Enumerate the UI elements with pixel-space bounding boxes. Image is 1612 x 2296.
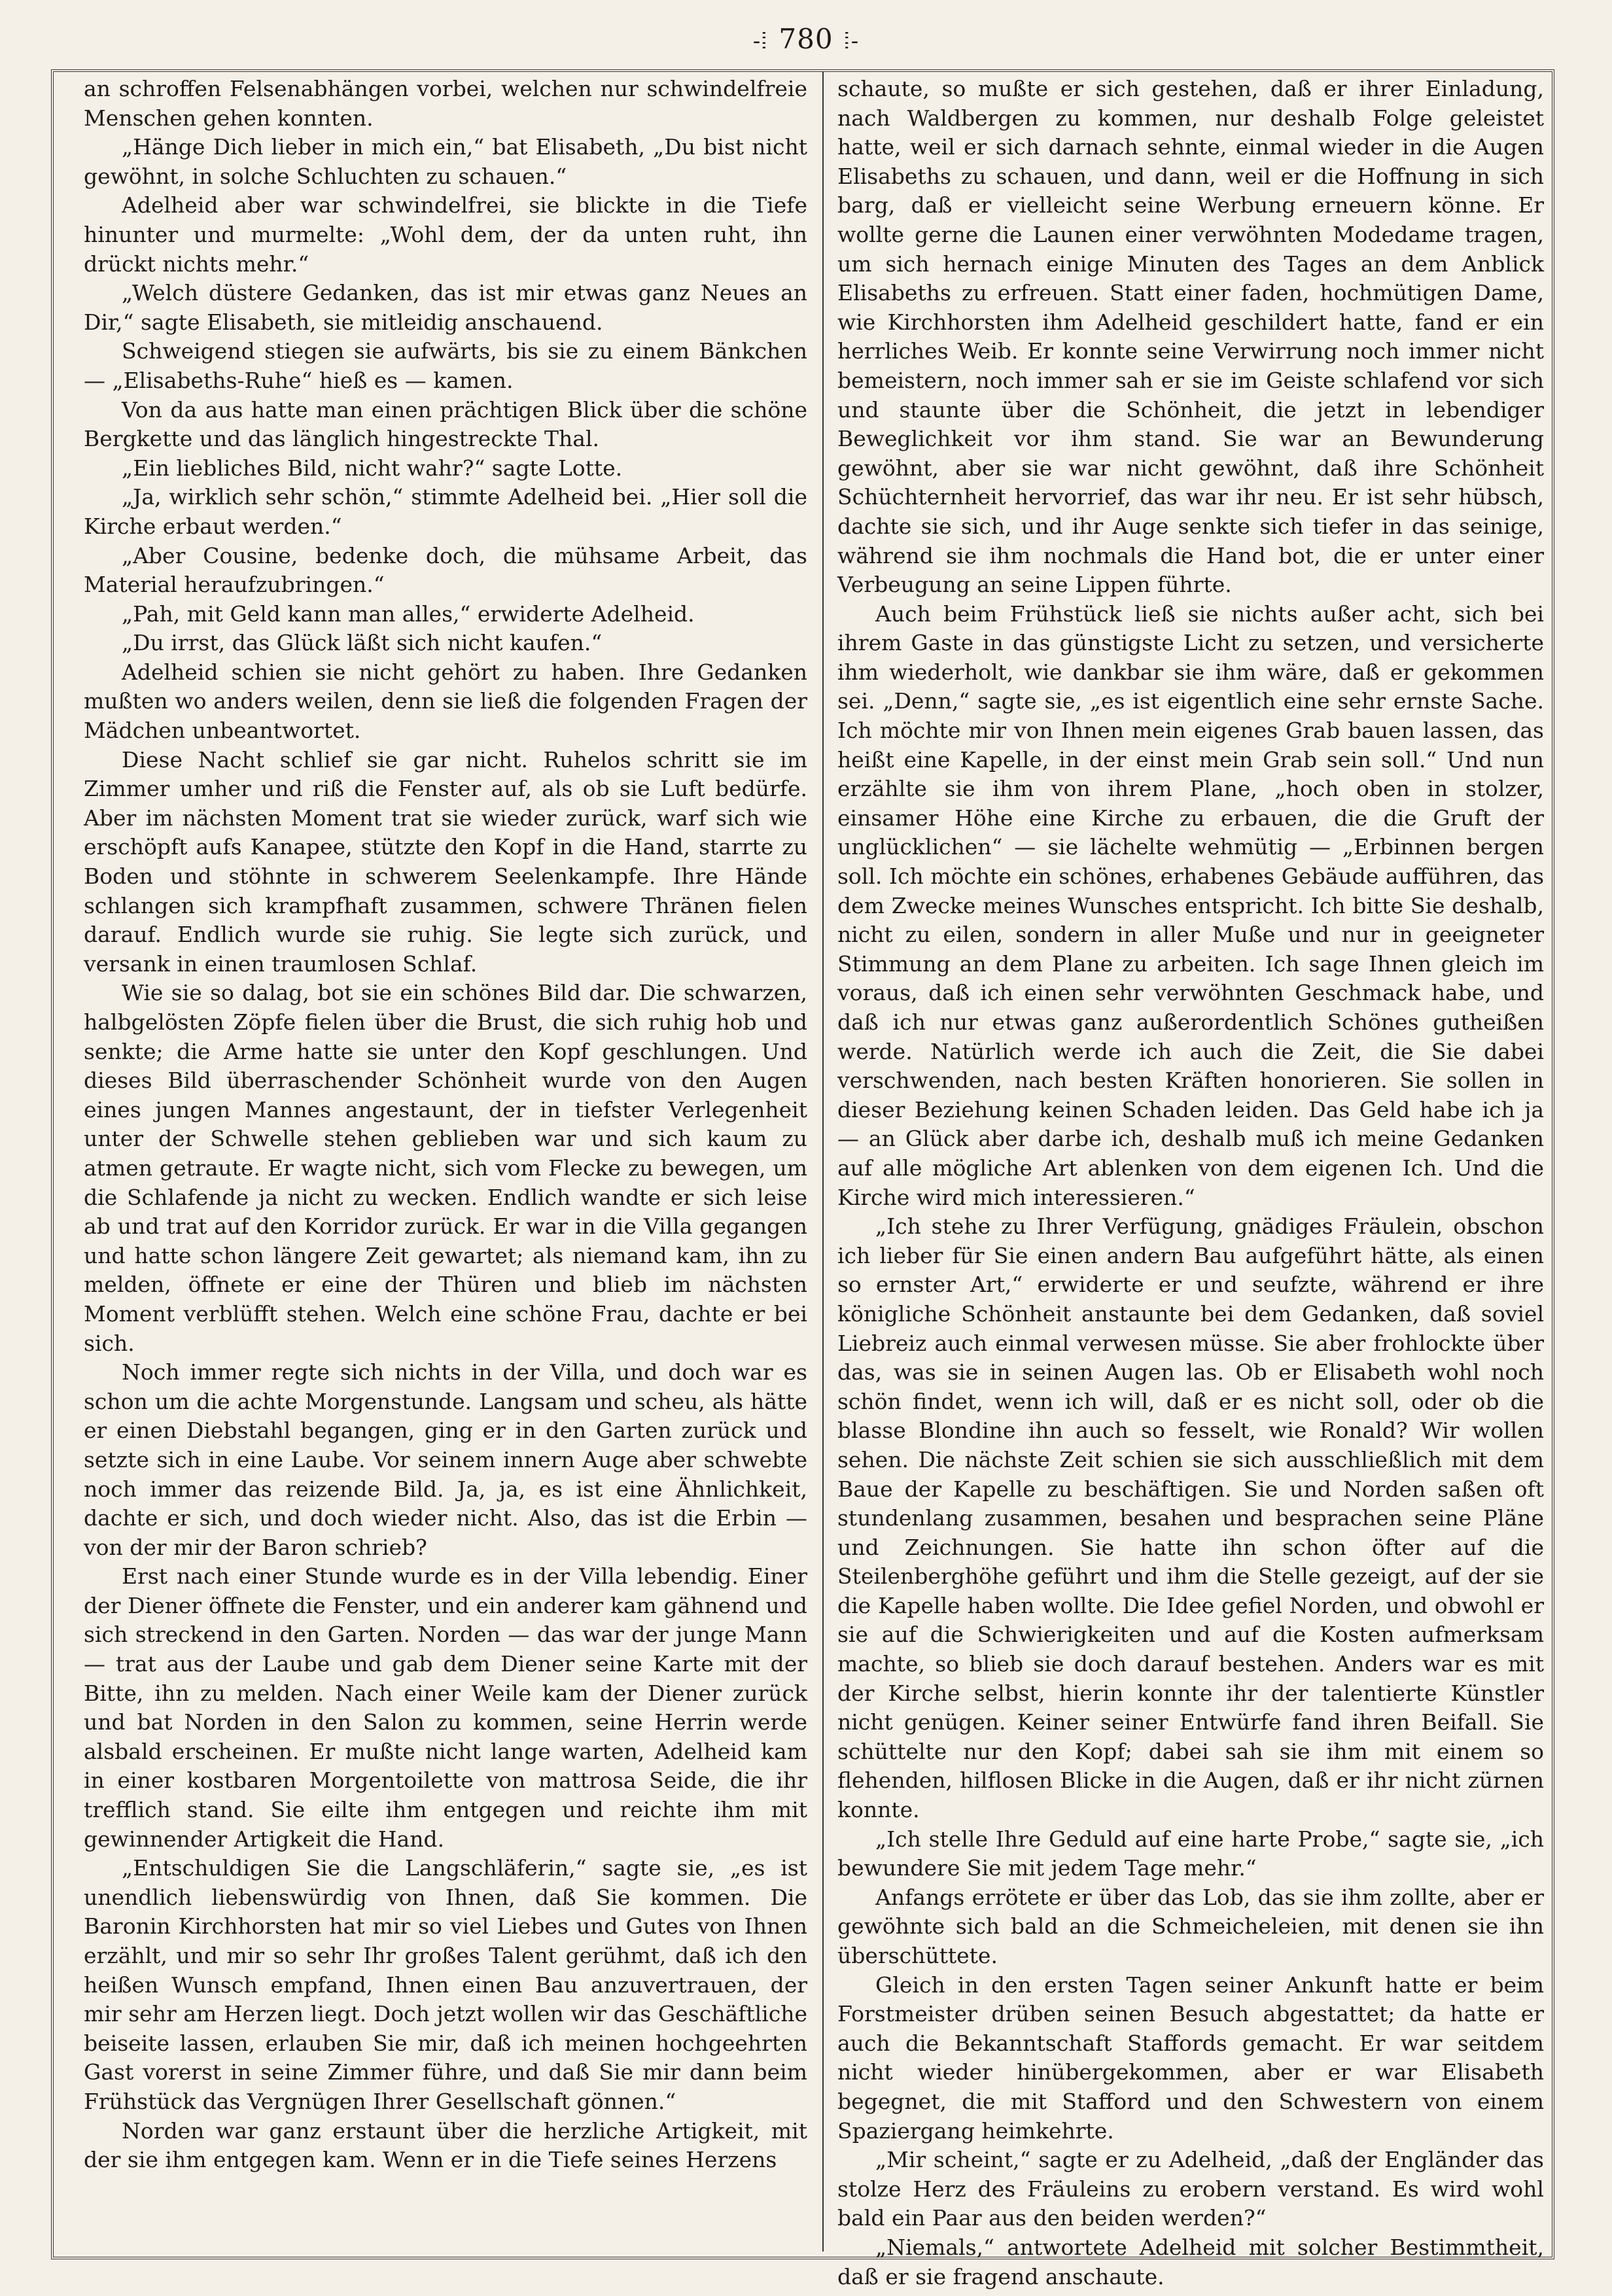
paragraph: Wie sie so dalag, bot sie ein schönes Bild dar. Die schwarzen, halbgelösten Zöpfe fielen über die Brust, die sich ruhig hob und senkte; die Arme hatte sie unter den Kopf geschlungen. Und dieses Bild überraschender Schönheit wurde von den Augen eines jungen Mannes angestaunt, der in tiefster Verlegenheit unter der Schwelle stehen geblieben war und sich kaum zu atmen getraute. Er wagte nicht, sich vom Flecke zu bewegen, um die Schlafende ja nicht zu wecken. Endlich wandte er sich leise ab und trat auf den Korridor zurück. Er war in die Villa gegangen und hatte schon längere Zeit gewartet; als niemand kam, ihn zu melden, öffnete er eine der Thüren und blieb im nächsten Moment verblüfft stehen. Welch eine schöne Frau, dachte er bei sich. (84, 980, 807, 1356)
paragraph: „Ich stelle Ihre Geduld auf eine harte Probe,“ sagte sie, „ich bewundere Sie mit jedem Tage mehr.“ (837, 1826, 1544, 1881)
paragraph: Norden war ganz erstaunt über die herzliche Artigkeit, mit der sie ihm entgegen kam. Wenn er in die Tiefe seines Herzens (84, 2117, 807, 2173)
paragraph: Auch beim Frühstück ließ sie nichts außer acht, sich bei ihrem Gaste in das günstigste Licht zu setzen, und versicherte ihm wiederholt, wie dankbar sie ihm wäre, daß er gekommen sei. „Denn,“ sagte sie, „es ist eigentlich eine sehr ernste Sache. Ich möchte mir von Ihnen mein eigenes Grab bauen lassen, das heißt eine Kapelle, in der einst mein Grab sein soll.“ Und nun erzählte sie ihm von ihrem Plane, „hoch oben in stolzer, einsamer Höhe eine Kirche zu erbauen, die die Gruft der unglücklichen“ — sie lächelte wehmütig — „Erbinnen bergen soll. Ich möchte ein schönes, erhabenes Gebäude aufführen, das dem Zwecke meines Wunsches entspricht. Ich bitte Sie deshalb, nicht zu eilen, sondern in aller Muße und nur in geeigneter Stimmung an dem Plane zu arbeiten. Ich sage Ihnen gleich im voraus, daß ich einen sehr verwöhnten Geschmack habe, und daß ich nur etwas ganz außerordentlich Schönes gutheißen werde. Natürlich werde ich auch die Zeit, die Sie dabei verschwenden, nach besten Kräften honorieren. Sie sollen in dieser Beziehung keinen Schaden leiden. Das Geld habe ich ja — an Glück aber darbe ich, deshalb muß ich meine Gedanken auf alle mögliche Art ablenken von dem eigenen Ich. Und die Kirche wird mich interessieren.“ (837, 600, 1544, 1210)
paragraph: Noch immer regte sich nichts in der Villa, und doch war es schon um die achte Morgenstunde. Langsam und scheu, als hätte er einen Diebstahl begangen, ging er in den Garten zurück und setzte sich in eine Laube. Vor seinem innern Auge aber schwebte noch immer das reizende Bild. Ja, ja, es ist eine Ähnlichkeit, dachte er sich, und doch wieder nicht. Also, das ist die Erbin — von der mir der Baron schrieb? (84, 1359, 807, 1560)
paragraph: Von da aus hatte man einen prächtigen Blick über die schöne Bergkette und das länglich hingestreckte Thal. (84, 396, 807, 452)
paragraph: „Du irrst, das Glück läßt sich nicht kaufen.“ (122, 630, 603, 656)
left-column (84, 75, 807, 2187)
page-number-header (0, 20, 1612, 61)
paragraph: schaute, so mußte er sich gestehen, daß er ihrer Einladung, nach Waldbergen zu kommen, nur deshalb Folge geleistet hatte, weil er sich darnach sehnte, einmal wieder in die Augen Elisabeths zu schauen, und dann, weil er die Hoffnung in sich barg, daß er vielleicht seine Werbung erneuern könne. Er wollte gerne die Launen einer verwöhnten Modedame tragen, um sich hernach einige Minuten des Tages an dem Anblick Elisabeths zu erfreuen. Statt einer faden, hochmütigen Dame, wie Kirchhorsten ihm Adelheid geschildert hatte, fand er ein herrliches Weib. Er konnte seine Verwirrung noch immer nicht bemeistern, noch immer sah er sie im Geiste schlafend vor sich und staunte über die Schönheit, die jetzt in lebendiger Beweglichkeit vor ihm stand. Sie war an Bewunderung gewöhnt, aber sie war nicht gewöhnt, daß ihre Schönheit Schüchternheit hervorrief, das war ihr neu. Er ist sehr hübsch, dachte sie sich, und ihr Auge senkte sich tiefer in das seinige, während sie ihm nochmals die Hand bot, die er unter einer Verbeugung an seine Lippen führte. (837, 76, 1544, 598)
paragraph: „Ja, wirklich sehr schön,“ stimmte Adelheid bei. „Hier soll die Kirche erbaut werden.“ (84, 484, 807, 539)
paragraph: „Pah, mit Geld kann man alles,“ erwiderte Adelheid. (122, 600, 695, 627)
paragraph: „Welch düstere Gedanken, das ist mir etwas ganz Neues an Dir,“ sagte Elisabeth, sie mitleidig anschauend. (84, 280, 807, 335)
paragraph: „Niemals,“ antwortete Adelheid mit solcher Bestimmtheit, daß er sie fragend anschaute. (837, 2234, 1544, 2289)
right-column (837, 75, 1544, 2289)
paragraph: Anfangs errötete er über das Lob, das sie ihm zollte, aber er gewöhnte sich bald an die Schmeicheleien, mit denen sie ihn überschüttete. (837, 1884, 1544, 1968)
paragraph: „Hänge Dich lieber in mich ein,“ bat Elisabeth, „Du bist nicht gewöhnt, in solche Schluchten zu schauen.“ (84, 134, 807, 189)
paragraph: Adelheid aber war schwindelfrei, sie blickte in die Tiefe hinunter und murmelte: „Wohl dem, der da unten ruht, ihn drückt nichts mehr.“ (84, 192, 807, 277)
paragraph: an schroffen Felsenabhängen vorbei, welchen nur schwindelfreie Menschen gehen konnten. (84, 76, 807, 131)
column-divider (822, 72, 824, 2252)
paragraph: „Aber Cousine, bedenke doch, die mühsame Arbeit, das Material heraufzubringen.“ (84, 542, 807, 598)
paragraph: „Ich stehe zu Ihrer Verfügung, gnädiges Fräulein, obschon ich lieber für Sie einen andern Bau aufgeführt hätte, als einen so ernster Art,“ erwiderte er und seufzte, während er ihre königliche Schönheit anstaunte bei dem Gedanken, daß soviel Liebreiz auch einmal verwesen müsse. Sie aber frohlockte über das, was sie in seinen Augen las. Ob er Elisabeth wohl noch schön findet, wenn ich will, daß er es nicht soll, oder ob die blasse Blondine ihn auch so fesselt, wie Ronald? Wir wollen sehen. Die nächste Zeit schien sie sich ausschließlich mit dem Baue der Kapelle zu beschäftigen. Sie und Norden saßen oft stundenlang zusammen, besahen und besprachen seine Pläne und Zeichnungen. Sie hatte ihn schon öfter auf die Steilenberghöhe geführt und ihm die Stelle gezeigt, auf der sie die Kapelle haben wollte. Die Idee gefiel Norden, und obwohl er sie auf die Schwierigkeiten und auf die Kosten aufmerksam machte, so blieb sie doch darauf bestehen. Anders war es mit der Kirche selbst, hierin konnte ihr der talentierte Künstler nicht genügen. Keiner seiner Entwürfe fand ihren Beifall. Sie schüttelte nur den Kopf; dabei sah sie ihm mit einem so flehenden, hilflosen Blicke in die Augen, daß er ihr nicht zürnen konnte. (837, 1213, 1544, 1823)
left-ornament: -ⵂ (752, 28, 769, 54)
paragraph: „Ein liebliches Bild, nicht wahr?“ sagte Lotte. (122, 455, 623, 481)
paragraph: Erst nach einer Stunde wurde es in der Villa lebendig. Einer der Diener öffnete die Fenster, und ein anderer kam gähnend und sich streckend in den Garten. Norden — das war der junge Mann — trat aus der Laube und gab dem Diener seine Karte mit der Bitte, ihn zu melden. Nach einer Weile kam der Diener zurück und bat Norden in den Salon zu kommen, seine Herrin werde alsbald erscheinen. Er mußte nicht lange warten, Adelheid kam in einer kostbaren Morgentoilette von mattrosa Seide, die ihr trefflich stand. Sie eilte ihm entgegen und reichte ihm mit gewinnender Artigkeit die Hand. (84, 1563, 807, 1852)
paragraph: „Entschuldigen Sie die Langschläferin,“ sagte sie, „es ist unendlich liebenswürdig von Ihnen, daß Sie kommen. Die Baronin Kirchhorsten hat mir so viel Liebes und Gutes von Ihnen erzählt, und mir so sehr Ihr großes Talent gerühmt, daß ich den heißen Wunsch empfand, Ihnen einen Bau anzuvertrauen, der mir sehr am Herzen liegt. Doch jetzt wollen wir das Geschäftliche beiseite lassen, erlauben Sie mir, daß ich meinen hochgeehrten Gast vorerst in seine Zimmer führe, und daß Sie mir dann beim Frühstück das Vergnügen Ihrer Gesellschaft gönnen.“ (84, 1855, 807, 2114)
paragraph: Gleich in den ersten Tagen seiner Ankunft hatte er beim Forstmeister drüben seinen Besuch abgestattet; da hatte er auch die Bekanntschaft Staffords gemacht. Er war seitdem nicht wieder hinübergekommen, aber er war Elisabeth begegnet, die mit Stafford und den Schwestern von einem Spaziergang heimkehrte. (837, 1972, 1544, 2144)
right-ornament: ⵂ- (843, 28, 860, 54)
paragraph: Adelheid schien sie nicht gehört zu haben. Ihre Gedanken mußten wo anders weilen, denn sie ließ die folgenden Fragen der Mädchen unbeantwortet. (84, 659, 807, 744)
paragraph: „Mir scheint,“ sagte er zu Adelheid, „daß der Engländer das stolze Herz des Fräuleins zu erobern verstand. Es wird wohl bald ein Paar aus den beiden werden?“ (837, 2147, 1544, 2231)
page-number: 780 (779, 23, 833, 55)
paragraph: Diese Nacht schlief sie gar nicht. Ruhelos schritt sie im Zimmer umher und riß die Fenster auf, als ob sie Luft bedürfe. Aber im nächsten Moment trat sie wieder zurück, warf sich wie erschöpft aufs Kanapee, stützte den Kopf in die Hand, starrte zu Boden und stöhnte in schwerem Seelenkampfe. Ihre Hände schlangen sich krampfhaft zusammen, schwere Thränen fielen darauf. Endlich wurde sie ruhig. Sie legte sich zurück, und versank in einen traumlosen Schlaf. (84, 746, 807, 977)
paragraph: Schweigend stiegen sie aufwärts, bis sie zu einem Bänkchen — „Elisabeths-Ruhe“ hieß es — kamen. (84, 338, 807, 393)
